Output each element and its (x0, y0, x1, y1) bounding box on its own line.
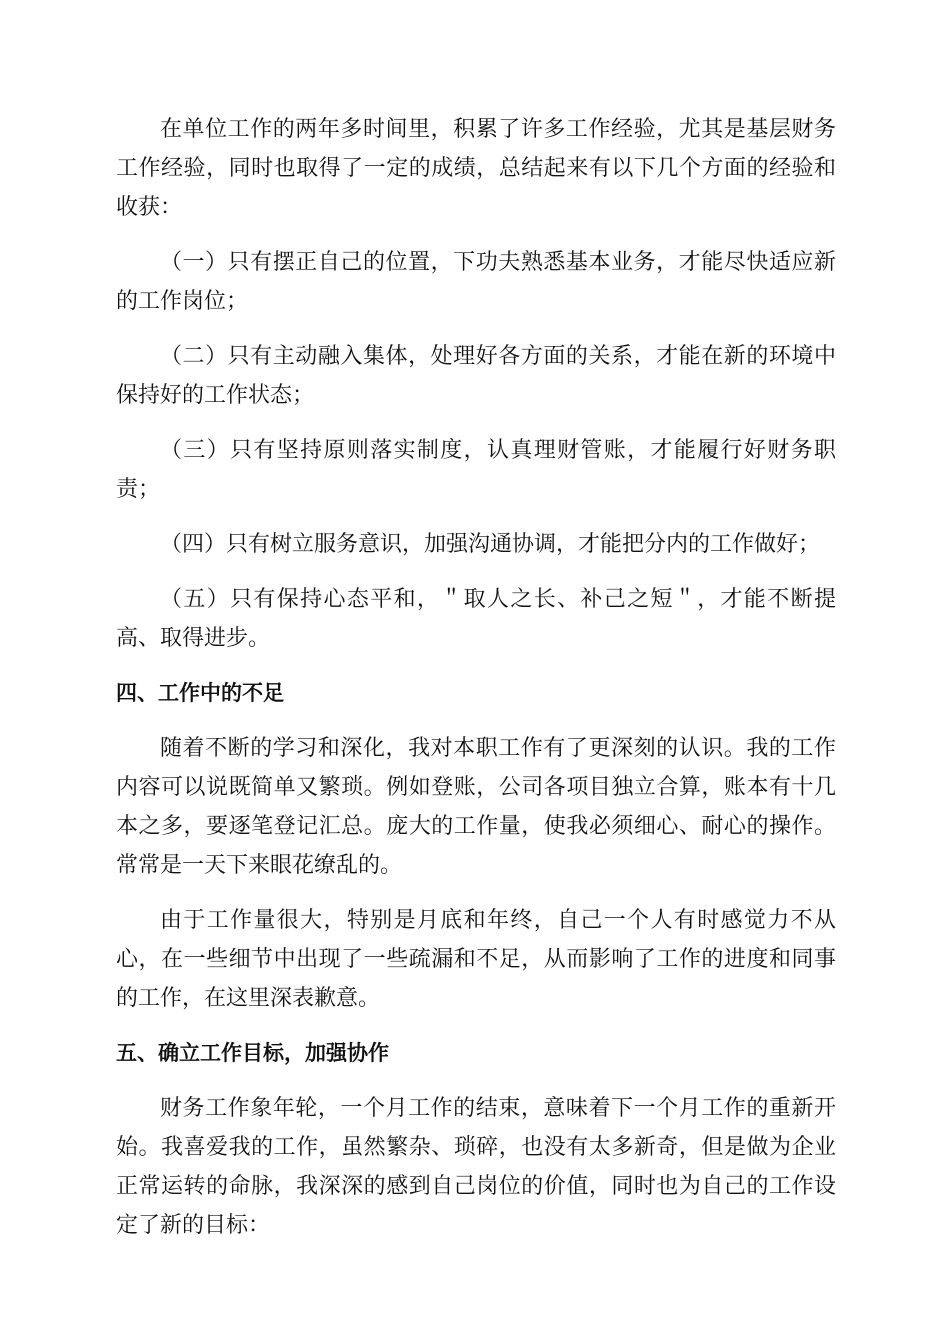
paragraph-point-1: （一）只有摆正自己的位置，下功夫熟悉基本业务，才能尽快适应新的工作岗位； (116, 250, 836, 314)
paragraph-intro: 在单位工作的两年多时间里，积累了许多工作经验，尤其是基层财务工作经验，同时也取得了一定的成绩，总结起来有以下几个方面的经验和收获： (116, 117, 836, 220)
paragraph-point-3: （三）只有坚持原则落实制度，认真理财管账，才能履行好财务职责； (116, 438, 836, 502)
paragraph-point-5: （五）只有保持心态平和，＂取人之长、补己之短＂，才能不断提高、取得进步。 (116, 587, 836, 651)
section-heading-goals: 五、确立工作目标，加强协作 (116, 1041, 389, 1065)
paragraph-shortcomings-2: 由于工作量很大，特别是月底和年终，自己一个人有时感觉力不从心，在一些细节中出现了一些疏漏和不足，从而影响了工作的进度和同事的工作，在这里深表歉意。 (116, 908, 836, 1011)
paragraph-goals: 财务工作象年轮，一个月工作的结束，意味着下一个月工作的重新开始。我喜爱我的工作，虽然繁杂、琐碎，也没有太多新奇，但是做为企业正常运转的命脉，我深深的感到自己岗位的价值，同时也为自己的工作设定了新的目标： (116, 1096, 836, 1238)
paragraph-point-4: （四）只有树立服务意识，加强沟通协调，才能把分内的工作做好； (160, 532, 821, 557)
section-heading-shortcomings: 四、工作中的不足 (116, 681, 284, 705)
document-page (116, 110, 836, 1261)
paragraph-point-2: （二）只有主动融入集体，处理好各方面的关系，才能在新的环境中保持好的工作状态； (116, 344, 836, 408)
paragraph-shortcomings-1: 随着不断的学习和深化，我对本职工作有了更深刻的认识。我的工作内容可以说既简单又繁琐。例如登账，公司各项目独立合算，账本有十几本之多，要逐笔登记汇总。庞大的工作量，使我必须细心、耐心的操作。常常是一天下来眼花缭乱的。 (116, 736, 836, 878)
